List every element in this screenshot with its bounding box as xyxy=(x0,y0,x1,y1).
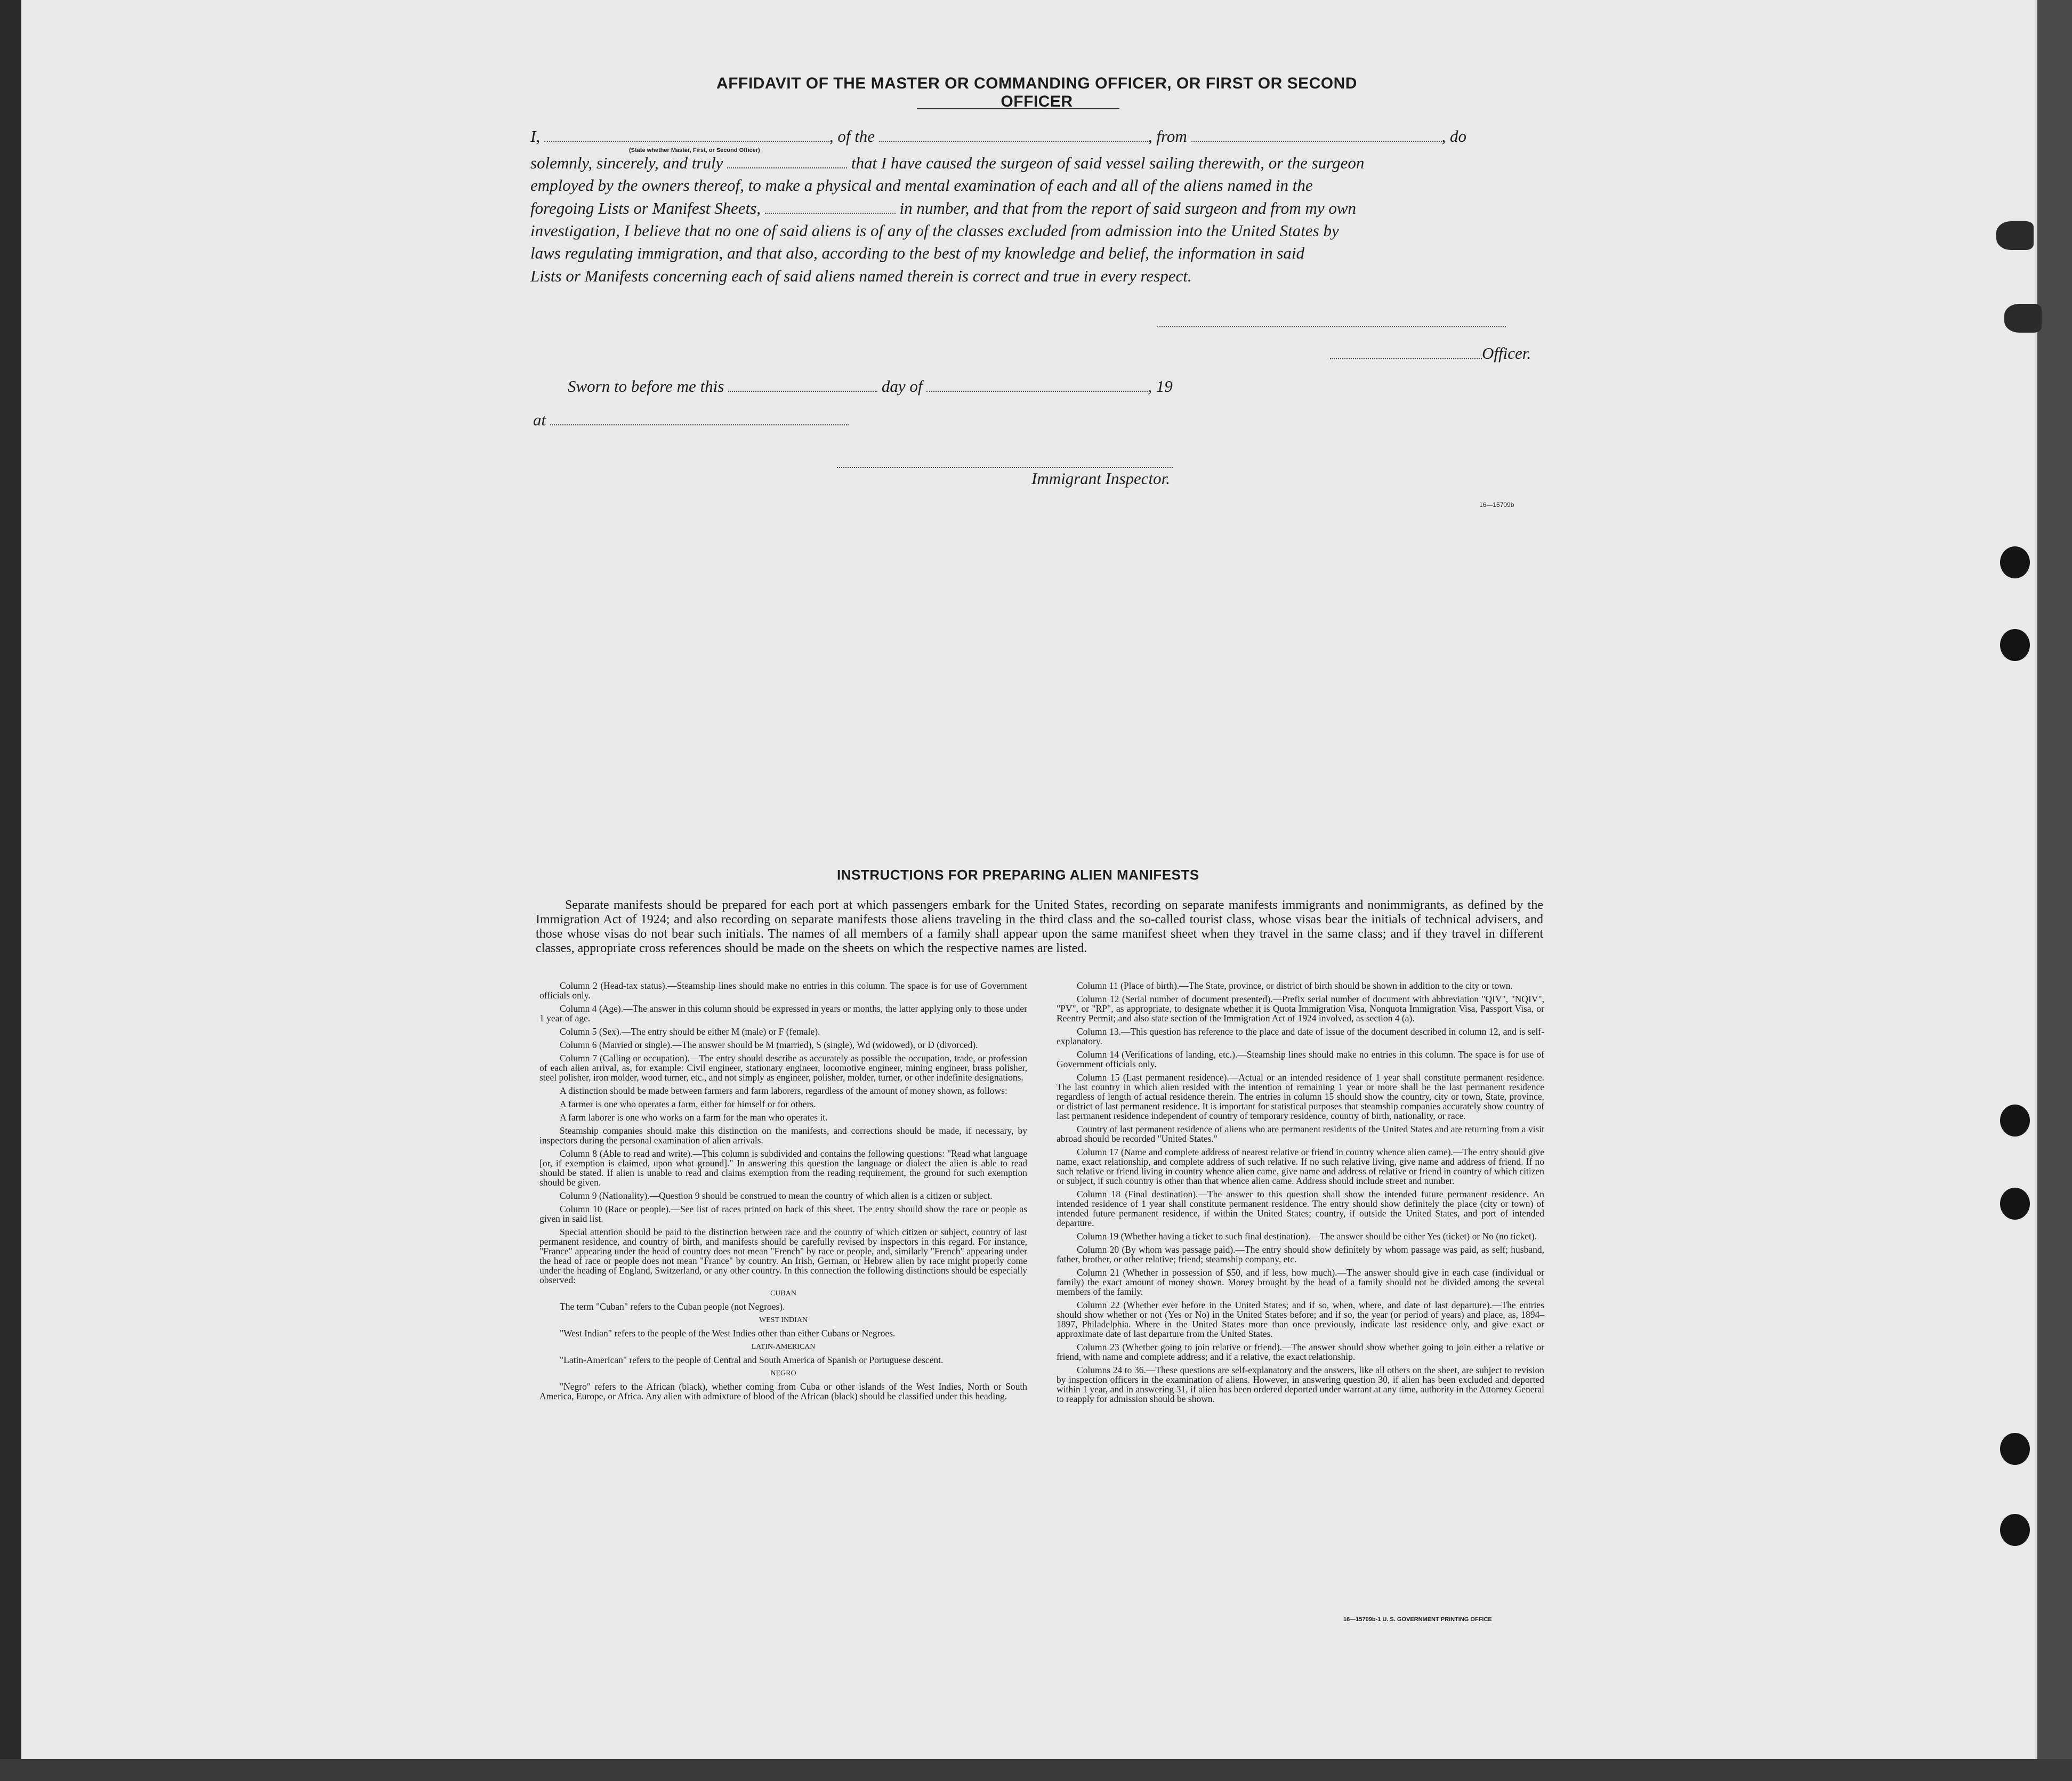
binder-hole xyxy=(2000,1433,2030,1465)
instruction-paragraph: Column 22 (Whether ever before in the United States; and if so, when, where, and date of last departure).—The entries should show whether or not (Yes or No) in the United States before; and if so, the year (or period of years) and place, as, 1894–1897, Philadelphia. Where in the United States more than once previously, indicate last residence only, and give exact or approximate date of last departure from the United States. xyxy=(1057,1300,1544,1339)
printing-office-footer: 16—15709b-1 U. S. GOVERNMENT PRINTING OFFICE xyxy=(1343,1616,1492,1623)
instructions-right-column xyxy=(1057,981,1544,1407)
negro-heading: NEGRO xyxy=(770,1369,796,1377)
affidavit-text: I, xyxy=(530,127,541,146)
instruction-paragraph: A farmer is one who operates a farm, either for himself or for others. xyxy=(560,1099,816,1109)
officer-label: Officer. xyxy=(1482,344,1531,362)
binder-clip xyxy=(1996,221,2034,250)
affidavit-text: solemnly, sincerely, and truly xyxy=(530,154,723,172)
instructions-left-column xyxy=(539,981,1027,1405)
latin-american-text: "Latin-American" refers to the people of Central and South America of Spanish or Portuguese descent. xyxy=(560,1355,944,1365)
name-blank[interactable] xyxy=(544,129,829,142)
instruction-paragraph: Column 2 (Head-tax status).—Steamship lines should make no entries in this column. The space is for use of Government officials only. xyxy=(539,980,1027,1001)
instruction-paragraph: Column 21 (Whether in possession of $50, and if less, how much).—The answer should give in each case (individual or family) the exact amount of money shown. Money brought by the head of a family should not be divided among the several members of the family. xyxy=(1057,1267,1544,1297)
instruction-paragraph: Steamship companies should make this distinction on the manifests, and corrections should be made, if necessary, by inspectors during the personal examination of alien arrivals. xyxy=(539,1125,1027,1146)
instructions-title: INSTRUCTIONS FOR PREPARING ALIEN MANIFESTS xyxy=(837,867,1199,883)
instruction-paragraph: Column 14 (Verifications of landing, etc.).—Steamship lines should make no entries in this column. The space is for use of Government officials only. xyxy=(1057,1049,1544,1069)
cuban-text: The term "Cuban" refers to the Cuban people (not Negroes). xyxy=(560,1301,785,1312)
place-blank[interactable] xyxy=(550,413,849,425)
negro-text: "Negro" refers to the African (black), whether coming from Cuba or other islands of the West Indies, North or South America, Europe, or Africa. Any alien with admixture of blood of the African (black) should be classified under this heading. xyxy=(539,1381,1027,1401)
affidavit-text: in number, and that from the report of said surgeon and from my own xyxy=(899,199,1357,217)
affidavit-text: , do xyxy=(1441,127,1466,146)
instruction-paragraph: Column 19 (Whether having a ticket to such final destination).—The answer should be either Yes (ticket) or No (no ticket). xyxy=(1077,1231,1537,1242)
inspector-signature-line[interactable] xyxy=(837,467,1173,468)
officer-title-line[interactable] xyxy=(1330,358,1482,359)
scan-left-edge xyxy=(0,0,21,1781)
affidavit-text: that I have caused the surgeon of said vessel sailing therewith, or the surgeon xyxy=(851,154,1365,172)
instruction-paragraph: Column 17 (Name and complete address of nearest relative or friend in country whence alien came).—The entry should give name, exact relationship, and complete address of such relative. If no such relative living, give name and address of friend. If no such relative or friend living in country whence alien came, give name and address of relative or friend in country of which citizen or subject, if such country is other than that whence alien came. Address should include street and number. xyxy=(1057,1147,1544,1186)
at-label: at xyxy=(533,410,546,429)
affidavit-line-7: Lists or Manifests concerning each of said aliens named therein is correct and true in every respect. xyxy=(530,267,1192,285)
affidavit-text: , of the xyxy=(829,127,875,146)
instruction-paragraph: Country of last permanent residence of aliens who are permanent residents of the United States and are returning from a visit abroad should be recorded "United States." xyxy=(1057,1124,1544,1144)
instruction-paragraph: Column 8 (Able to read and write).—This column is subdivided and contains the following questions: "Read what language [or, if exemption is claimed, upon what ground]." In answering this question the language or dialect the alien is able to read should be stated. If alien is unable to read and claims exemption from the reading requirement, the ground for such exemption should be given. xyxy=(539,1148,1027,1188)
instruction-paragraph: Column 13.—This question has reference to the place and date of issue of the document described in column 12, and is self-explanatory. xyxy=(1057,1026,1544,1046)
instruction-paragraph: Column 7 (Calling or occupation).—The entry should describe as accurately as possible the occupation, trade, or profession of each alien arrival, as, for example: Civil engineer, stationary engineer, locomotive engineer, mining engineer, brass polisher, steel polisher, iron molder, wood turner, etc., and not simply as engineer, polisher, molder, turner, or other indefinite designations. xyxy=(539,1053,1027,1083)
affidavit-line-4 xyxy=(530,199,1356,218)
instruction-paragraph: A distinction should be made between farmers and farm laborers, regardless of the amount of money shown, as follows: xyxy=(560,1085,1007,1096)
at-line xyxy=(533,410,849,430)
sworn-line xyxy=(568,377,1173,396)
instruction-paragraph: Column 20 (By whom was passage paid).—The entry should show definitely by whom passage was paid, as self; husband, father, brother, or other relative; friend; steamship company, etc. xyxy=(1057,1244,1544,1264)
instruction-paragraph: Column 4 (Age).—The answer in this column should be expressed in years or months, the latter applying only to those under 1 year of age. xyxy=(539,1003,1027,1024)
affidavit-line-5: investigation, I believe that no one of said aliens is of any of the classes excluded from admission into the United States by xyxy=(530,221,1339,240)
instructions-intro: Separate manifests should be prepared for each port at which passengers embark for the United States, recording on separate manifests immigrants and nonimmigrants, as defined by the Immigration Act of 1924; and also recording on separate manifests those aliens traveling in the third class and the so-called tourist class, whose visas bear the initials of technical advisers, and those whose visas do not bear such initials. The names of all members of a family shall appear upon the same manifest sheet when they travel in the same class; and if they travel in different classes, appropriate cross references should be made on the sheets on which the respective names are listed. xyxy=(536,898,1543,955)
inspector-label: Immigrant Inspector. xyxy=(1031,469,1171,488)
sworn-text: , 19 xyxy=(1148,377,1173,396)
port-blank[interactable] xyxy=(1191,129,1442,142)
officer-signature-line[interactable] xyxy=(1157,326,1506,327)
instruction-paragraph: Column 10 (Race or people).—See list of races printed on back of this sheet. The entry should show the race or people as given in said list. xyxy=(539,1204,1027,1224)
binder-hole xyxy=(2000,1188,2030,1220)
sworn-day-blank[interactable] xyxy=(728,379,877,392)
affidavit-line-3: employed by the owners thereof, to make a physical and mental examination of each and all of the aliens named in the xyxy=(530,176,1313,195)
affidavit-text: , from xyxy=(1148,127,1187,146)
cuban-heading: CUBAN xyxy=(770,1290,796,1298)
instruction-paragraph: Column 9 (Nationality).—Question 9 should be construed to mean the country of which alien is a citizen or subject. xyxy=(560,1190,993,1201)
instruction-paragraph: Column 6 (Married or single).—The answer should be M (married), S (single), Wd (widowed), or D (divorced). xyxy=(560,1039,978,1050)
form-number: 16—15709b xyxy=(1479,501,1514,509)
sworn-text: Sworn to before me this xyxy=(568,377,724,396)
instruction-paragraph: Columns 24 to 36.—These questions are self-explanatory and the answers, like all others on the sheet, are subject to revision by inspection officers in the examination of aliens. However, in answering question 30, if alien has been excluded and deported within 1 year, and in answering 31, if alien has been ordered deported under warrant at any time, authority in the Attorney General to reapply for admission should be shown. xyxy=(1057,1365,1544,1404)
role-note: (State whether Master, First, or Second Officer) xyxy=(629,147,760,154)
latin-american-heading: LATIN-AMERICAN xyxy=(751,1343,816,1351)
title-rule xyxy=(917,108,1119,109)
oath-blank[interactable] xyxy=(727,156,847,168)
binder-clip xyxy=(2004,304,2042,333)
binder-hole xyxy=(2000,1105,2030,1137)
instruction-paragraph: Column 15 (Last permanent residence).—Actual or an intended residence of 1 year shall constitute permanent residence. The last country in which alien resided with the intention of remaining 1 year or more shall be the last permanent residence regardless of length of actual residence therein. The entries in column 15 should show the country, city or town, State, province, or district of last permanent residence. It is important for statistical purposes that steamship companies accurately show country of last permanent residence independent of country of temporary residence, country of birth, nationality, or race. xyxy=(1057,1072,1544,1121)
affidavit-line-6: laws regulating immigration, and that also, according to the best of my knowledge and belief, the information in said xyxy=(530,244,1305,262)
affidavit-title: AFFIDAVIT OF THE MASTER OR COMMANDING OFFICER, OR FIRST OR SECOND OFFICER xyxy=(716,75,1357,110)
affidavit-text: foregoing Lists or Manifest Sheets, xyxy=(530,199,761,217)
instruction-paragraph: Column 11 (Place of birth).—The State, province, or district of birth should be shown in addition to the city or town. xyxy=(1077,980,1513,991)
instruction-paragraph: Column 18 (Final destination).—The answer to this question shall show the intended future permanent residence. An intended residence of 1 year shall constitute permanent residence. The entry should show definitely the place (city or town) of intended future permanent residence, if within the United States; country, if outside the United States, and port of intended departure. xyxy=(1057,1189,1544,1228)
instruction-paragraph: A farm laborer is one who works on a farm for the man who operates it. xyxy=(560,1112,828,1123)
affidavit-line-1 xyxy=(530,127,1466,146)
sworn-month-blank[interactable] xyxy=(926,379,1148,392)
affidavit-line-2 xyxy=(530,154,1364,173)
west-indian-heading: WEST INDIAN xyxy=(759,1316,808,1324)
binder-hole xyxy=(2000,546,2030,578)
instruction-paragraph: Special attention should be paid to the distinction between race and the country of which citizen or subject, country of last permanent residence, and country of birth, and manifests should be carefully revised by inspectors in this regard. For instance, "France" appearing under the head of country does not mean "French" by race or people, and, similarly "French" appearing under the head of race or people does not mean "France" by country. An Irish, German, or Hebrew alien by race might properly come under the heading of England, Switzerland, or any other country. In this connection the following distinctions should be especially observed: xyxy=(539,1227,1027,1285)
binder-hole xyxy=(2000,1514,2030,1546)
count-blank[interactable] xyxy=(765,201,896,214)
binder-hole xyxy=(2000,629,2030,661)
west-indian-text: "West Indian" refers to the people of the West Indies other than either Cubans or Negroes. xyxy=(560,1328,896,1339)
scan-bottom-edge xyxy=(0,1759,2072,1781)
sworn-text: day of xyxy=(881,377,923,396)
instruction-paragraph: Column 23 (Whether going to join relative or friend).—The answer should show whether going to join either a relative or friend, with name and complete address; and if a relative, the exact relationship. xyxy=(1057,1342,1544,1362)
vessel-blank[interactable] xyxy=(879,129,1148,142)
instruction-paragraph: Column 12 (Serial number of document presented).—Prefix serial number of document with abbreviation "QIV", "NQIV", "PV", or "RP", as appropriate, to designate whether it is Quota Immigration Visa, Nonquota Immigration Visa, Passport Visa, or Reentry Permit; and also state section of the Immigration Act of 1924 involved, as section 4 (a). xyxy=(1057,994,1544,1024)
instruction-paragraph: Column 5 (Sex).—The entry should be either M (male) or F (female). xyxy=(560,1026,820,1037)
